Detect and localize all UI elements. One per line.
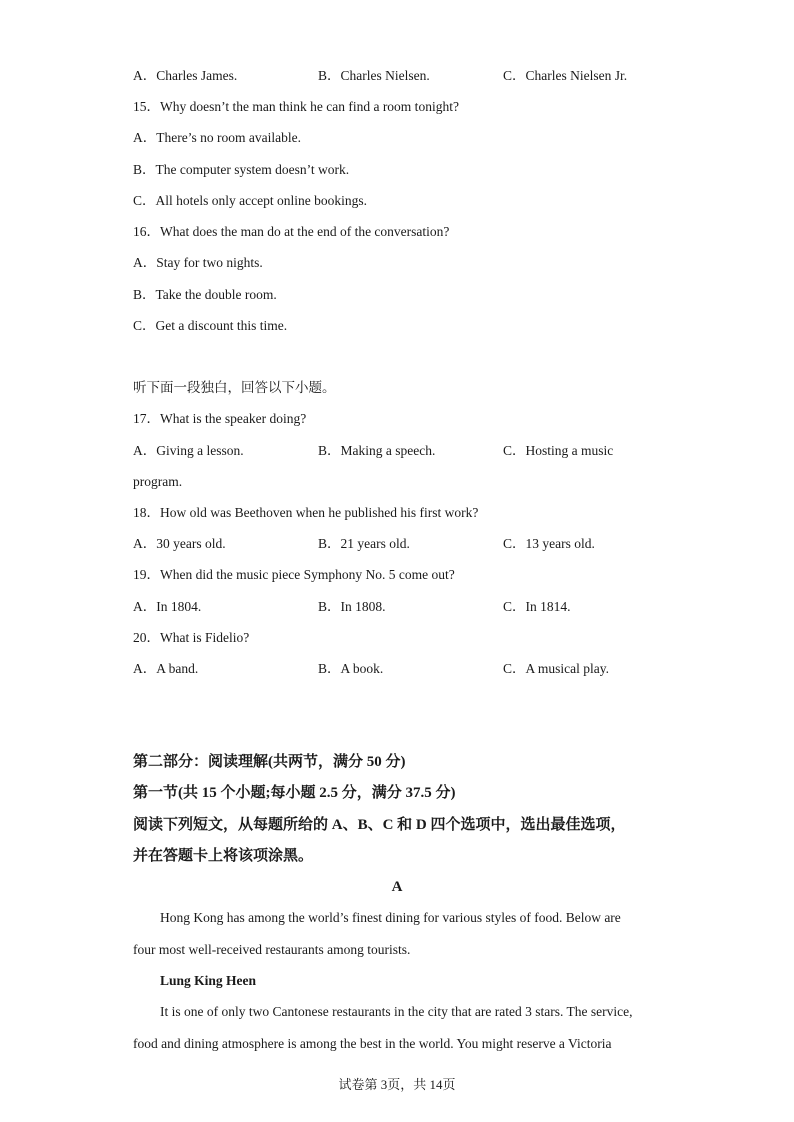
part2-heading: 第二部分：阅读理解(共两节，满分 50 分) [133, 754, 406, 770]
q20-option-b: B．A book. [318, 661, 384, 676]
q17-option-c: C．Hosting a music [503, 443, 614, 458]
passage-intro-line1: Hong Kong has among the world’s finest dining for various styles of food. Below are [160, 910, 621, 925]
q15-question: 15．Why doesn’t the man think he can find a room tonight? [133, 99, 459, 114]
page-footer: 试卷第 3页，共 14页 [338, 1077, 456, 1092]
q18-option-b: B．21 years old. [318, 536, 410, 551]
restaurant-name: Lung King Heen [160, 973, 257, 988]
q20-question: 20．What is Fidelio? [133, 630, 250, 645]
q16-option-a: A．Stay for two nights. [133, 255, 263, 270]
section1-heading: 第一节(共 15 个小题;每小题 2.5 分，满分 37.5 分) [133, 785, 456, 801]
q18-option-a: A．30 years old. [133, 536, 226, 551]
q15-option-c: C．All hotels only accept online bookings. [133, 193, 367, 208]
q18-question: 18．How old was Beethoven when he published his first work? [133, 505, 479, 520]
reading-instruction-line2: 并在答题卡上将该项涂黑。 [133, 848, 314, 864]
passage-label: A [391, 879, 403, 895]
q14-option-a: A．Charles James. [133, 68, 238, 83]
q19-option-b: B．In 1808. [318, 599, 386, 614]
q20-option-c: C．A musical play. [503, 661, 609, 676]
q17-question: 17．What is the speaker doing? [133, 411, 307, 426]
q18-option-c: C．13 years old. [503, 536, 595, 551]
q19-option-c: C．In 1814. [503, 599, 571, 614]
q15-option-b: B．The computer system doesn’t work. [133, 162, 350, 177]
q19-option-a: A．In 1804. [133, 599, 202, 614]
q16-option-b: B．Take the double room. [133, 287, 277, 302]
q15-option-a: A．There’s no room available. [133, 130, 301, 145]
q17-option-c-continued: program. [133, 474, 183, 489]
q17-option-b: B．Making a speech. [318, 443, 436, 458]
reading-instruction-line1: 阅读下列短文，从每题所给的 A、B、C 和 D 四个选项中，选出最佳选项， [133, 817, 626, 833]
passage-intro-line2: four most well-received restaurants among tourists. [133, 942, 411, 957]
q14-option-c: C．Charles Nielsen Jr. [503, 68, 628, 83]
q16-option-c: C．Get a discount this time. [133, 318, 288, 333]
q20-option-a: A．A band. [133, 661, 199, 676]
q17-option-a: A．Giving a lesson. [133, 443, 244, 458]
q19-question: 19．When did the music piece Symphony No. 5 come out? [133, 567, 455, 582]
restaurant-desc-line1: It is one of only two Cantonese restaurants in the city that are rated 3 stars. The service, [160, 1004, 633, 1019]
q14-option-b: B．Charles Nielsen. [318, 68, 430, 83]
monologue-instruction: 听下面一段独白，回答以下小题。 [133, 380, 336, 395]
restaurant-desc-line2: food and dining atmosphere is among the best in the world. You might reserve a Victoria [133, 1036, 612, 1051]
q16-question: 16．What does the man do at the end of the conversation? [133, 224, 450, 239]
